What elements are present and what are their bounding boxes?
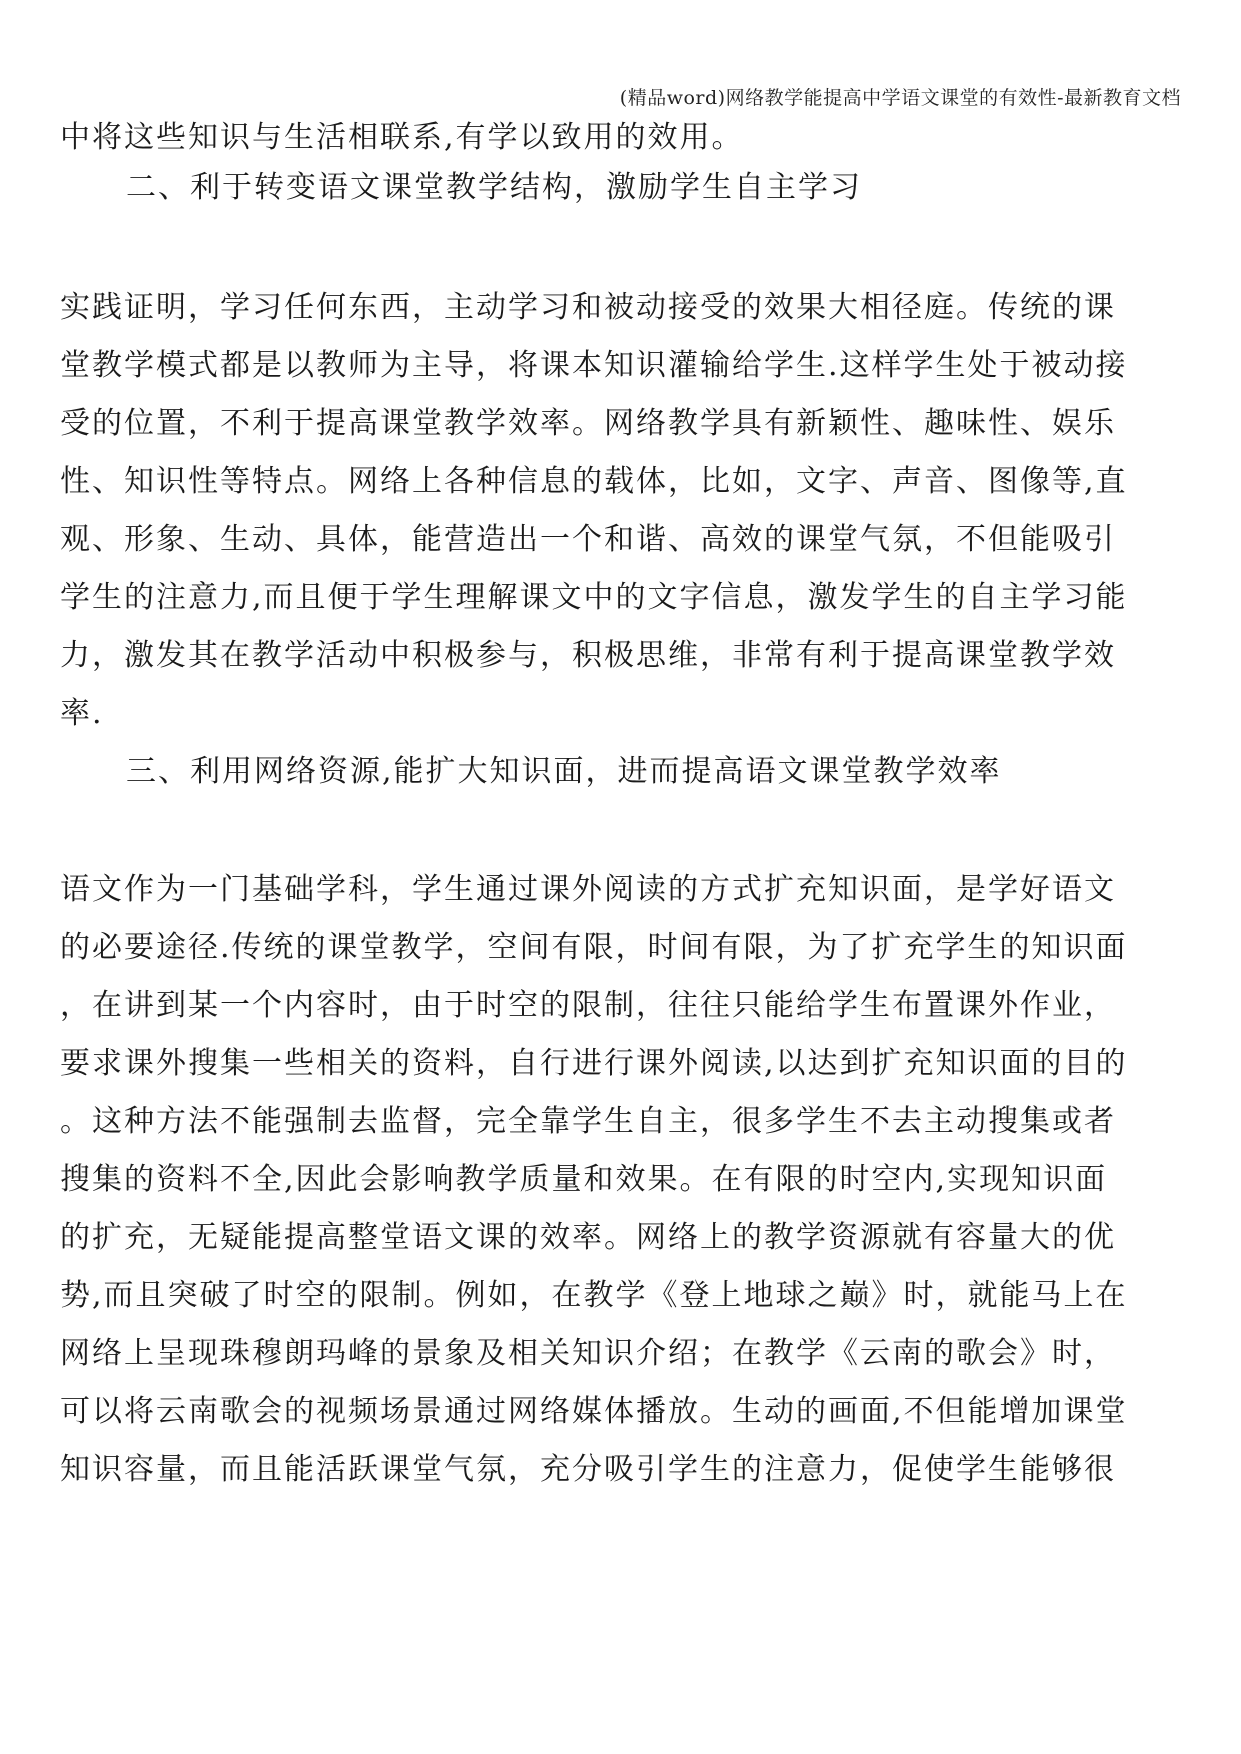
paragraph-line: 的必要途径.传统的课堂教学，空间有限，时间有限，为了扩充学生的知识面 [60, 930, 1128, 965]
section-heading-two: 二、利于转变语文课堂教学结构，激励学生自主学习 [126, 170, 862, 205]
paragraph-line: 搜集的资料不全,因此会影响教学质量和效果。在有限的时空内,实现知识面 [60, 1162, 1108, 1197]
paragraph-line: 实践证明，学习任何东西，主动学习和被动接受的效果大相径庭。传统的课 [60, 290, 1116, 325]
paragraph-line: 。这种方法不能强制去监督，完全靠学生自主，很多学生不去主动搜集或者 [60, 1104, 1116, 1139]
paragraph-line: 观、形象、生动、具体，能营造出一个和谐、高效的课堂气氛，不但能吸引 [60, 522, 1116, 557]
paragraph-line: 堂教学模式都是以教师为主导，将课本知识灌输给学生.这样学生处于被动接 [60, 348, 1128, 383]
paragraph-line: 的扩充，无疑能提高整堂语文课的效率。网络上的教学资源就有容量大的优 [60, 1220, 1116, 1255]
paragraph-line: 受的位置，不利于提高课堂教学效率。网络教学具有新颖性、趣味性、娱乐 [60, 406, 1116, 441]
paragraph-line: 要求课外搜集一些相关的资料，自行进行课外阅读,以达到扩充知识面的目的 [60, 1046, 1128, 1081]
paragraph-line: 势,而且突破了时空的限制。例如，在教学《登上地球之巅》时，就能马上在 [60, 1278, 1128, 1313]
paragraph-line: 率. [60, 696, 104, 731]
paragraph-line: 知识容量，而且能活跃课堂气氛，充分吸引学生的注意力，促使学生能够很 [60, 1452, 1116, 1487]
running-header: (精品word)网络教学能提高中学语文课堂的有效性-最新教育文档 [619, 87, 1181, 109]
paragraph-line: ，在讲到某一个内容时，由于时空的限制，往往只能给学生布置课外作业， [60, 988, 1116, 1023]
paragraph-line: 网络上呈现珠穆朗玛峰的景象及相关知识介绍；在教学《云南的歌会》时， [60, 1336, 1116, 1371]
paragraph-line: 可以将云南歌会的视频场景通过网络媒体播放。生动的画面,不但能增加课堂 [60, 1394, 1128, 1429]
paragraph-line: 性、知识性等特点。网络上各种信息的载体，比如，文字、声音、图像等,直 [60, 464, 1128, 499]
section-heading-three: 三、利用网络资源,能扩大知识面，进而提高语文课堂教学效率 [126, 754, 1002, 789]
paragraph-line: 力，激发其在教学活动中积极参与，积极思维，非常有利于提高课堂教学效 [60, 638, 1116, 673]
intro-line: 中将这些知识与生活相联系,有学以致用的效用。 [60, 120, 744, 155]
paragraph-line: 语文作为一门基础学科，学生通过课外阅读的方式扩充知识面，是学好语文 [60, 872, 1116, 907]
paragraph-line: 学生的注意力,而且便于学生理解课文中的文字信息，激发学生的自主学习能 [60, 580, 1128, 615]
